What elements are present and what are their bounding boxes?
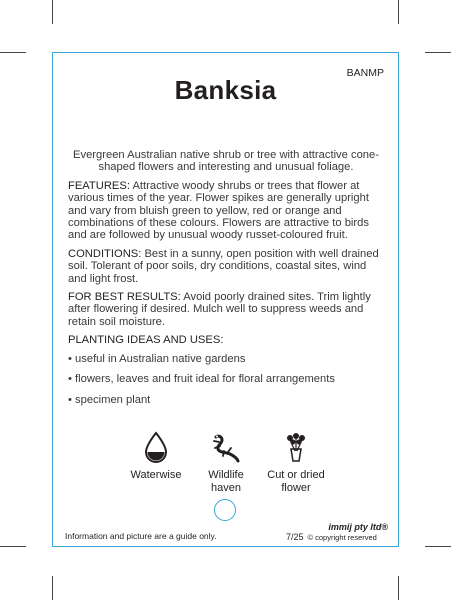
waterwise-feature <box>121 431 191 482</box>
list-item: • specimen plant <box>68 393 151 406</box>
product-code: BANMP <box>346 67 384 79</box>
water-drop-icon <box>141 431 171 463</box>
features-text: Attractive woody shrubs or trees that flower at various times of the year. Flower spikes are generally upright and vary from bluish green to yellow, red or orange and combinations of these colours. Flowers are attractive to birds and are followed by unusual woody russet-coloured fruit. <box>68 179 369 242</box>
crop-mark <box>0 52 26 53</box>
print-date: 7/25 <box>286 532 304 542</box>
crop-mark <box>52 576 53 600</box>
copyright: © copyright reserved <box>307 533 377 542</box>
conditions-paragraph <box>68 248 384 285</box>
plant-title: Banksia <box>174 75 277 105</box>
lizard-icon <box>210 431 242 463</box>
planting-title: PLANTING IDEAS AND USES: <box>68 334 224 347</box>
wildlife-label: Wildlife haven <box>208 469 244 494</box>
crop-mark <box>0 546 26 547</box>
hole-punch-marker <box>214 499 236 521</box>
best-results-paragraph <box>68 291 384 328</box>
plant-label-card <box>52 52 399 547</box>
crop-mark <box>425 546 451 547</box>
list-item: • flowers, leaves and fruit ideal for floral arrangements <box>68 373 335 386</box>
crop-mark <box>398 576 399 600</box>
best-results-label: FOR BEST RESULTS: <box>68 291 181 304</box>
cut-flower-label: Cut or dried flower <box>267 469 325 494</box>
waterwise-label: Waterwise <box>130 469 182 481</box>
conditions-label: CONDITIONS: <box>68 247 142 260</box>
best-results-text: Avoid poorly drained sites. Trim lightly after flowering if desired. Mulch well to suppress weeds and retain soil moisture. <box>68 291 371 328</box>
wildlife-feature <box>191 431 261 494</box>
intro-text: Evergreen Australian native shrub or tree with attractive cone-shaped flowers and interesting and unusual foliage. <box>73 149 379 174</box>
crop-mark <box>52 0 53 24</box>
conditions-text: Best in a sunny, open position with well drained soil. Tolerant of poor soils, dry conditions, coastal sites, wind and light frost. <box>68 247 379 285</box>
features-label: FEATURES: <box>68 179 130 192</box>
disclaimer: Information and picture are a guide only. <box>65 531 217 541</box>
description-block <box>68 149 384 414</box>
feature-icons <box>121 431 331 501</box>
crop-mark <box>425 52 451 53</box>
cut-flower-feature <box>261 431 331 494</box>
list-item: • useful in Australian native gardens <box>68 352 246 365</box>
flower-vase-icon <box>280 431 312 463</box>
features-paragraph <box>68 180 384 242</box>
footer-info <box>286 532 377 542</box>
brand-logo: immij pty ltd® <box>328 522 388 532</box>
crop-mark <box>398 0 399 24</box>
